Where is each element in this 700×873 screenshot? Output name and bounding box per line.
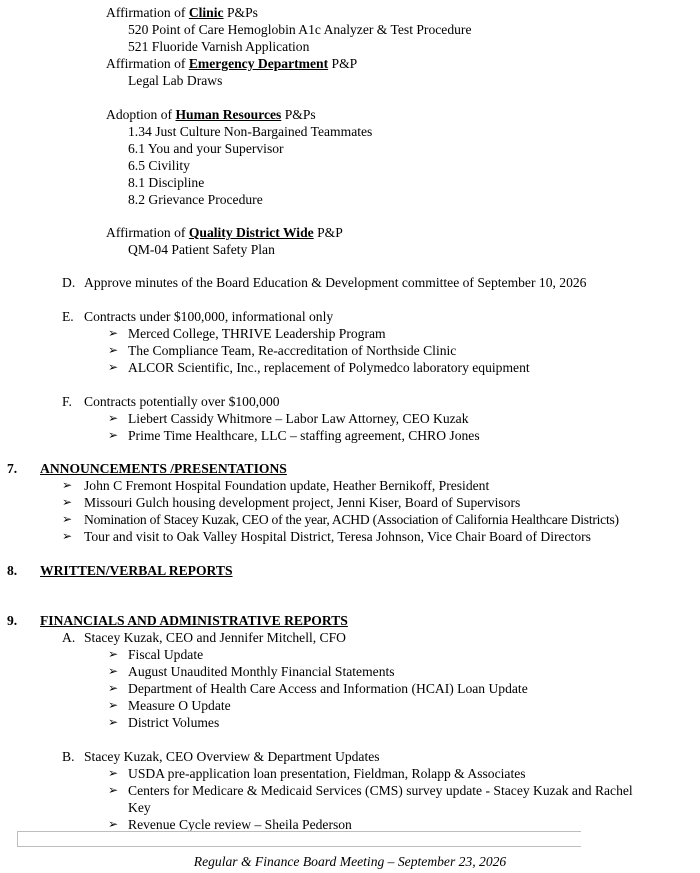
arrow-bullet-icon: ➢ bbox=[108, 343, 119, 357]
list-item: Revenue Cycle review – Sheila Pederson bbox=[128, 817, 352, 832]
arrow-bullet-icon: ➢ bbox=[108, 411, 119, 425]
list-item: 6.1 You and your Supervisor bbox=[128, 141, 284, 156]
arrow-bullet-icon: ➢ bbox=[108, 783, 119, 797]
item-b-text: Stacey Kuzak, CEO Overview & Department Updates bbox=[84, 749, 380, 764]
ed-heading: Affirmation of Emergency Department P&P bbox=[106, 56, 358, 71]
section-number: 7. bbox=[7, 461, 18, 476]
footer-frame bbox=[17, 831, 581, 847]
list-item: 6.5 Civility bbox=[128, 158, 190, 173]
item-letter: B. bbox=[62, 749, 75, 764]
list-item: Measure O Update bbox=[128, 698, 231, 713]
arrow-bullet-icon: ➢ bbox=[108, 698, 119, 712]
list-item: 520 Point of Care Hemoglobin A1c Analyzer & Test Procedure bbox=[128, 22, 472, 37]
arrow-bullet-icon: ➢ bbox=[62, 478, 73, 492]
list-item: Centers for Medicare & Medicaid Services (CMS) survey update - Stacey Kuzak and Rachel bbox=[128, 783, 633, 798]
item-d-text: Approve minutes of the Board Education & Development committee of September 10, 2026 bbox=[84, 275, 587, 290]
arrow-bullet-icon: ➢ bbox=[108, 681, 119, 695]
section-title: ANNOUNCEMENTS /PRESENTATIONS bbox=[40, 461, 287, 476]
list-item: 521 Fluoride Varnish Application bbox=[128, 39, 310, 54]
arrow-bullet-icon: ➢ bbox=[108, 647, 119, 661]
arrow-bullet-icon: ➢ bbox=[108, 766, 119, 780]
section-title: FINANCIALS AND ADMINISTRATIVE REPORTS bbox=[40, 613, 348, 628]
clinic-heading: Affirmation of Clinic P&Ps bbox=[106, 5, 258, 20]
arrow-bullet-icon: ➢ bbox=[108, 360, 119, 374]
list-item: Merced College, THRIVE Leadership Program bbox=[128, 326, 386, 341]
section-number: 8. bbox=[7, 563, 18, 578]
list-item: Department of Health Care Access and Information (HCAI) Loan Update bbox=[128, 681, 528, 696]
list-item-continuation: Key bbox=[128, 800, 151, 815]
arrow-bullet-icon: ➢ bbox=[108, 817, 119, 831]
qdw-heading: Affirmation of Quality District Wide P&P bbox=[106, 225, 343, 240]
arrow-bullet-icon: ➢ bbox=[62, 495, 73, 509]
arrow-bullet-icon: ➢ bbox=[62, 529, 73, 543]
list-item: Missouri Gulch housing development project, Jenni Kiser, Board of Supervisors bbox=[84, 495, 521, 510]
list-item: Nomination of Stacey Kuzak, CEO of the year, ACHD (Association of California Healthcare Districts) bbox=[84, 512, 619, 527]
arrow-bullet-icon: ➢ bbox=[108, 326, 119, 340]
item-letter: F. bbox=[62, 394, 72, 409]
item-letter: A. bbox=[62, 630, 76, 645]
item-letter: E. bbox=[62, 309, 74, 324]
list-item: Legal Lab Draws bbox=[128, 73, 223, 88]
list-item: District Volumes bbox=[128, 715, 220, 730]
section-number: 9. bbox=[7, 613, 18, 628]
list-item: Liebert Cassidy Whitmore – Labor Law Attorney, CEO Kuzak bbox=[128, 411, 469, 426]
list-item: ALCOR Scientific, Inc., replacement of Polymedco laboratory equipment bbox=[128, 360, 530, 375]
item-f-text: Contracts potentially over $100,000 bbox=[84, 394, 280, 409]
item-letter: D. bbox=[62, 275, 76, 290]
list-item: Tour and visit to Oak Valley Hospital District, Teresa Johnson, Vice Chair Board of Directors bbox=[84, 529, 591, 544]
list-item: Prime Time Healthcare, LLC – staffing agreement, CHRO Jones bbox=[128, 428, 480, 443]
list-item: John C Fremont Hospital Foundation update, Heather Bernikoff, President bbox=[84, 478, 490, 493]
section-title: WRITTEN/VERBAL REPORTS bbox=[40, 563, 233, 578]
hr-heading: Adoption of Human Resources P&Ps bbox=[106, 107, 316, 122]
arrow-bullet-icon: ➢ bbox=[108, 715, 119, 729]
list-item: 8.2 Grievance Procedure bbox=[128, 192, 263, 207]
list-item: USDA pre-application loan presentation, Fieldman, Rolapp & Associates bbox=[128, 766, 526, 781]
list-item: 8.1 Discipline bbox=[128, 175, 205, 190]
arrow-bullet-icon: ➢ bbox=[108, 664, 119, 678]
list-item: 1.34 Just Culture Non-Bargained Teammates bbox=[128, 124, 373, 139]
arrow-bullet-icon: ➢ bbox=[108, 428, 119, 442]
item-a-text: Stacey Kuzak, CEO and Jennifer Mitchell, CFO bbox=[84, 630, 346, 645]
item-e-text: Contracts under $100,000, informational only bbox=[84, 309, 334, 324]
list-item: The Compliance Team, Re-accreditation of Northside Clinic bbox=[128, 343, 457, 358]
list-item: Fiscal Update bbox=[128, 647, 204, 662]
list-item: August Unaudited Monthly Financial Statements bbox=[128, 664, 395, 679]
page-footer: Regular & Finance Board Meeting – September 23, 2026 bbox=[193, 854, 507, 869]
list-item: QM-04 Patient Safety Plan bbox=[128, 242, 275, 257]
arrow-bullet-icon: ➢ bbox=[62, 512, 73, 526]
